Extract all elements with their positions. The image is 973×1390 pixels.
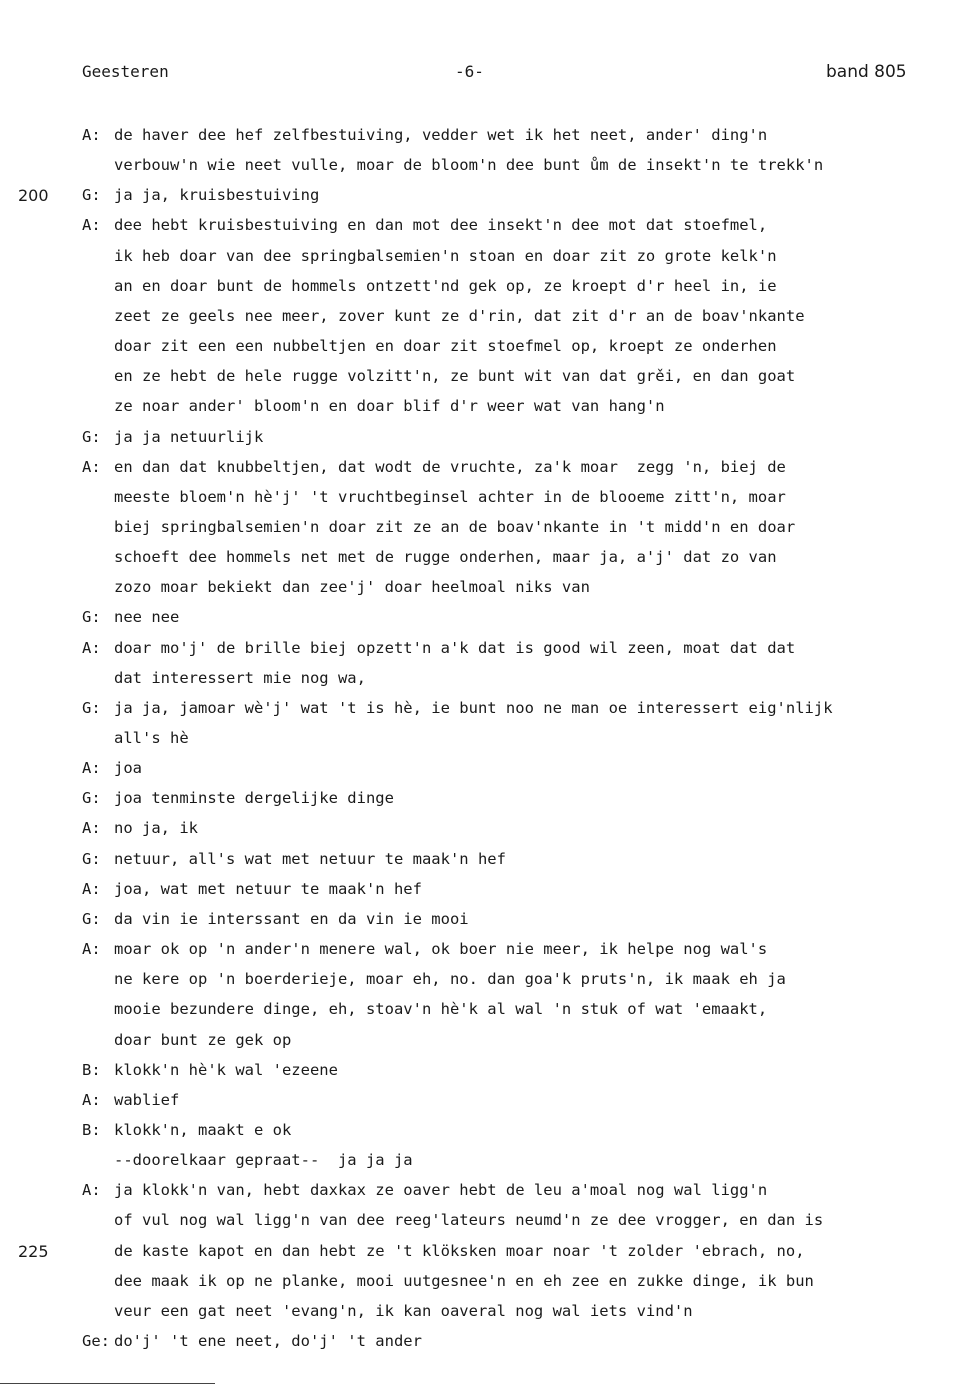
speaker-label: A: (82, 940, 101, 958)
speaker-label: G: (82, 608, 101, 627)
speaker-label: G: (82, 698, 101, 717)
speaker-label: G: (82, 186, 101, 205)
transcript-line (0, 1236, 973, 1266)
utterance-text: ja klokk'n van, hebt daxkax ze oaver hebt de leu a'moal nog wal ligg'n (114, 1181, 768, 1200)
utterance-text: meeste bloem'n hè'j' 't vruchtbeginsel achter in de blooeme zitt'n, moar (114, 487, 786, 506)
transcript-line (0, 120, 973, 150)
utterance-text: mooie bezundere dinge, eh, stoav'n hè'k al wal 'n stuk of wat 'emaakt, (114, 1000, 768, 1019)
utterance-text: of vul nog wal ligg'n van dee reeg'lateurs neumd'n ze dee vrogger, en dan is (114, 1211, 824, 1230)
transcript-line (0, 1266, 973, 1296)
utterance-text: en dan dat knubbeltjen, dat wodt de vruchte, za'k moar zegg 'n, biej de (114, 457, 786, 476)
utterance-text: --doorelkaar gepraat-- ja ja ja (114, 1151, 413, 1170)
line-count-marker: 225 (18, 1241, 49, 1261)
utterance-text: an en doar bunt de hommels ontzett'nd gek op, ze kroept d'r heel in, ie (114, 276, 777, 295)
speaker-label: A: (82, 638, 101, 657)
speaker-label: A: (82, 819, 101, 838)
utterance-text: no ja, ik (114, 819, 198, 838)
transcript-line (0, 150, 973, 180)
transcript-line (0, 1115, 973, 1145)
utterance-text: ja ja netuurlijk (114, 427, 264, 446)
utterance-text: da vin ie interssant en da vin ie mooi (114, 909, 469, 928)
speaker-label: Ge: (82, 1332, 110, 1350)
transcript-line (0, 241, 973, 271)
utterance-text: doar zit een een nubbeltjen en doar zit stoefmel op, kroept ze onderhen (114, 337, 777, 355)
speaker-label: A: (82, 126, 101, 144)
transcript-line (0, 1085, 973, 1115)
transcript-line (0, 542, 973, 572)
transcript-line (0, 391, 973, 421)
transcript-line (0, 301, 973, 331)
transcript-line (0, 331, 973, 361)
page-number: -6- (455, 62, 484, 81)
utterance-text: klokk'n, maakt e ok (114, 1120, 292, 1139)
utterance-text: dee maak ik op ne planke, mooi uutgesnee'n en eh zee en zukke dinge, ik bun (114, 1271, 814, 1290)
utterance-text: verbouw'n wie neet vulle, moar de bloom'n dee bunt ům de insekt'n te trekk'n (114, 156, 824, 175)
speaker-label: G: (82, 849, 101, 868)
transcript-line (0, 813, 973, 843)
transcript-line (0, 512, 973, 542)
transcript-line (0, 1175, 973, 1205)
speaker-label: A: (82, 216, 101, 235)
speaker-label: B: (82, 1120, 101, 1139)
speaker-label: B: (82, 1060, 101, 1079)
speaker-label: G: (82, 909, 101, 928)
utterance-text: joa (114, 759, 142, 778)
header-location: Geesteren (82, 62, 169, 81)
speaker-label: A: (82, 457, 101, 476)
utterance-text: zozo moar bekiekt dan zee'j' doar heelmoal niks van (114, 578, 590, 597)
utterance-text: schoeft dee hommels net met de rugge onderhen, maar ja, a'j' dat zo van (114, 548, 777, 567)
transcript-line (0, 783, 973, 813)
utterance-text: dee hebt kruisbestuiving en dan mot dee insekt'n dee mot dat stoefmel, (114, 216, 768, 235)
utterance-text: joa, wat met netuur te maak'n hef (114, 879, 422, 898)
transcript-line (0, 994, 973, 1024)
transcript-line (0, 934, 973, 964)
utterance-text: de haver dee hef zelfbestuiving, vedder wet ik het neet, ander' ding'n (114, 126, 768, 144)
transcript-line (0, 693, 973, 723)
utterance-text: ik heb doar van dee springbalsemien'n stoan en doar zit zo grote kelk'n (114, 246, 777, 265)
transcript-line (0, 633, 973, 663)
utterance-text: biej springbalsemien'n doar zit ze an de boav'nkante in 't midd'n en doar (114, 517, 796, 536)
transcript-line (0, 1055, 973, 1085)
speaker-label: A: (82, 759, 101, 778)
speaker-label: A: (82, 1181, 101, 1200)
transcript-line (0, 422, 973, 452)
transcript-line (0, 753, 973, 783)
transcript-line (0, 1145, 973, 1175)
transcript-line (0, 1296, 973, 1326)
utterance-text: dat interessert mie nog wa, (114, 668, 366, 687)
utterance-text: zeet ze geels nee meer, zover kunt ze d'rin, dat zit d'r an de boav'nkante (114, 306, 805, 325)
utterance-text: nee nee (114, 608, 180, 627)
transcript-line (0, 271, 973, 301)
utterance-text: veur een gat neet 'evang'n, ik kan oaveral nog wal iets vind'n (114, 1301, 693, 1320)
utterance-text: do'j' 't ene neet, do'j' 't ander (114, 1332, 422, 1350)
transcript-line (0, 361, 973, 391)
utterance-text: netuur, all's wat met netuur te maak'n hef (114, 849, 506, 868)
bottom-rule (0, 1383, 215, 1384)
transcript-line (0, 452, 973, 482)
speaker-label: G: (82, 427, 101, 446)
speaker-label: A: (82, 1090, 101, 1109)
utterance-text: de kaste kapot en dan hebt ze 't klöksken moar noar 't zolder 'ebrach, no, (114, 1241, 805, 1260)
utterance-text: doar bunt ze gek op (114, 1030, 292, 1049)
utterance-text: all's hè (114, 729, 189, 747)
transcript-line (0, 210, 973, 240)
transcript-line (0, 1326, 973, 1356)
utterance-text: moar ok op 'n ander'n menere wal, ok boer nie meer, ik helpe nog wal's (114, 940, 768, 958)
speaker-label: A: (82, 879, 101, 898)
utterance-text: wablief (114, 1090, 180, 1109)
utterance-text: ze noar ander' bloom'n en doar blif d'r weer wat van hang'n (114, 397, 665, 416)
utterance-text: doar mo'j' de brille biej opzett'n a'k dat is good wil zeen, moat dat dat (114, 638, 796, 657)
utterance-text: joa tenminste dergelijke dinge (114, 789, 394, 808)
transcript-line (0, 844, 973, 874)
utterance-text: en ze hebt de hele rugge volzitt'n, ze bunt wit van dat grěi, en dan goat (114, 367, 796, 386)
transcript-line (0, 663, 973, 693)
utterance-text: ja ja, jamoar wè'j' wat 't is hè, ie bunt noo ne man oe interessert eig'nlijk (114, 698, 833, 717)
transcript-line (0, 964, 973, 994)
transcript-line (0, 1205, 973, 1235)
transcript-line (0, 602, 973, 632)
speaker-label: G: (82, 789, 101, 808)
utterance-text: ja ja, kruisbestuiving (114, 186, 320, 205)
transcript-line (0, 904, 973, 934)
transcript-line (0, 180, 973, 210)
utterance-text: ne kere op 'n boerderieje, moar eh, no. dan goa'k pruts'n, ik maak eh ja (114, 970, 786, 989)
transcript-line (0, 482, 973, 512)
line-count-marker: 200 (18, 186, 49, 206)
utterance-text: klokk'n hè'k wal 'ezeene (114, 1060, 338, 1079)
transcript-line (0, 874, 973, 904)
tape-number: band 805 (826, 62, 907, 82)
transcript-line (0, 1025, 973, 1055)
transcript-line (0, 723, 973, 753)
transcript-line (0, 572, 973, 602)
